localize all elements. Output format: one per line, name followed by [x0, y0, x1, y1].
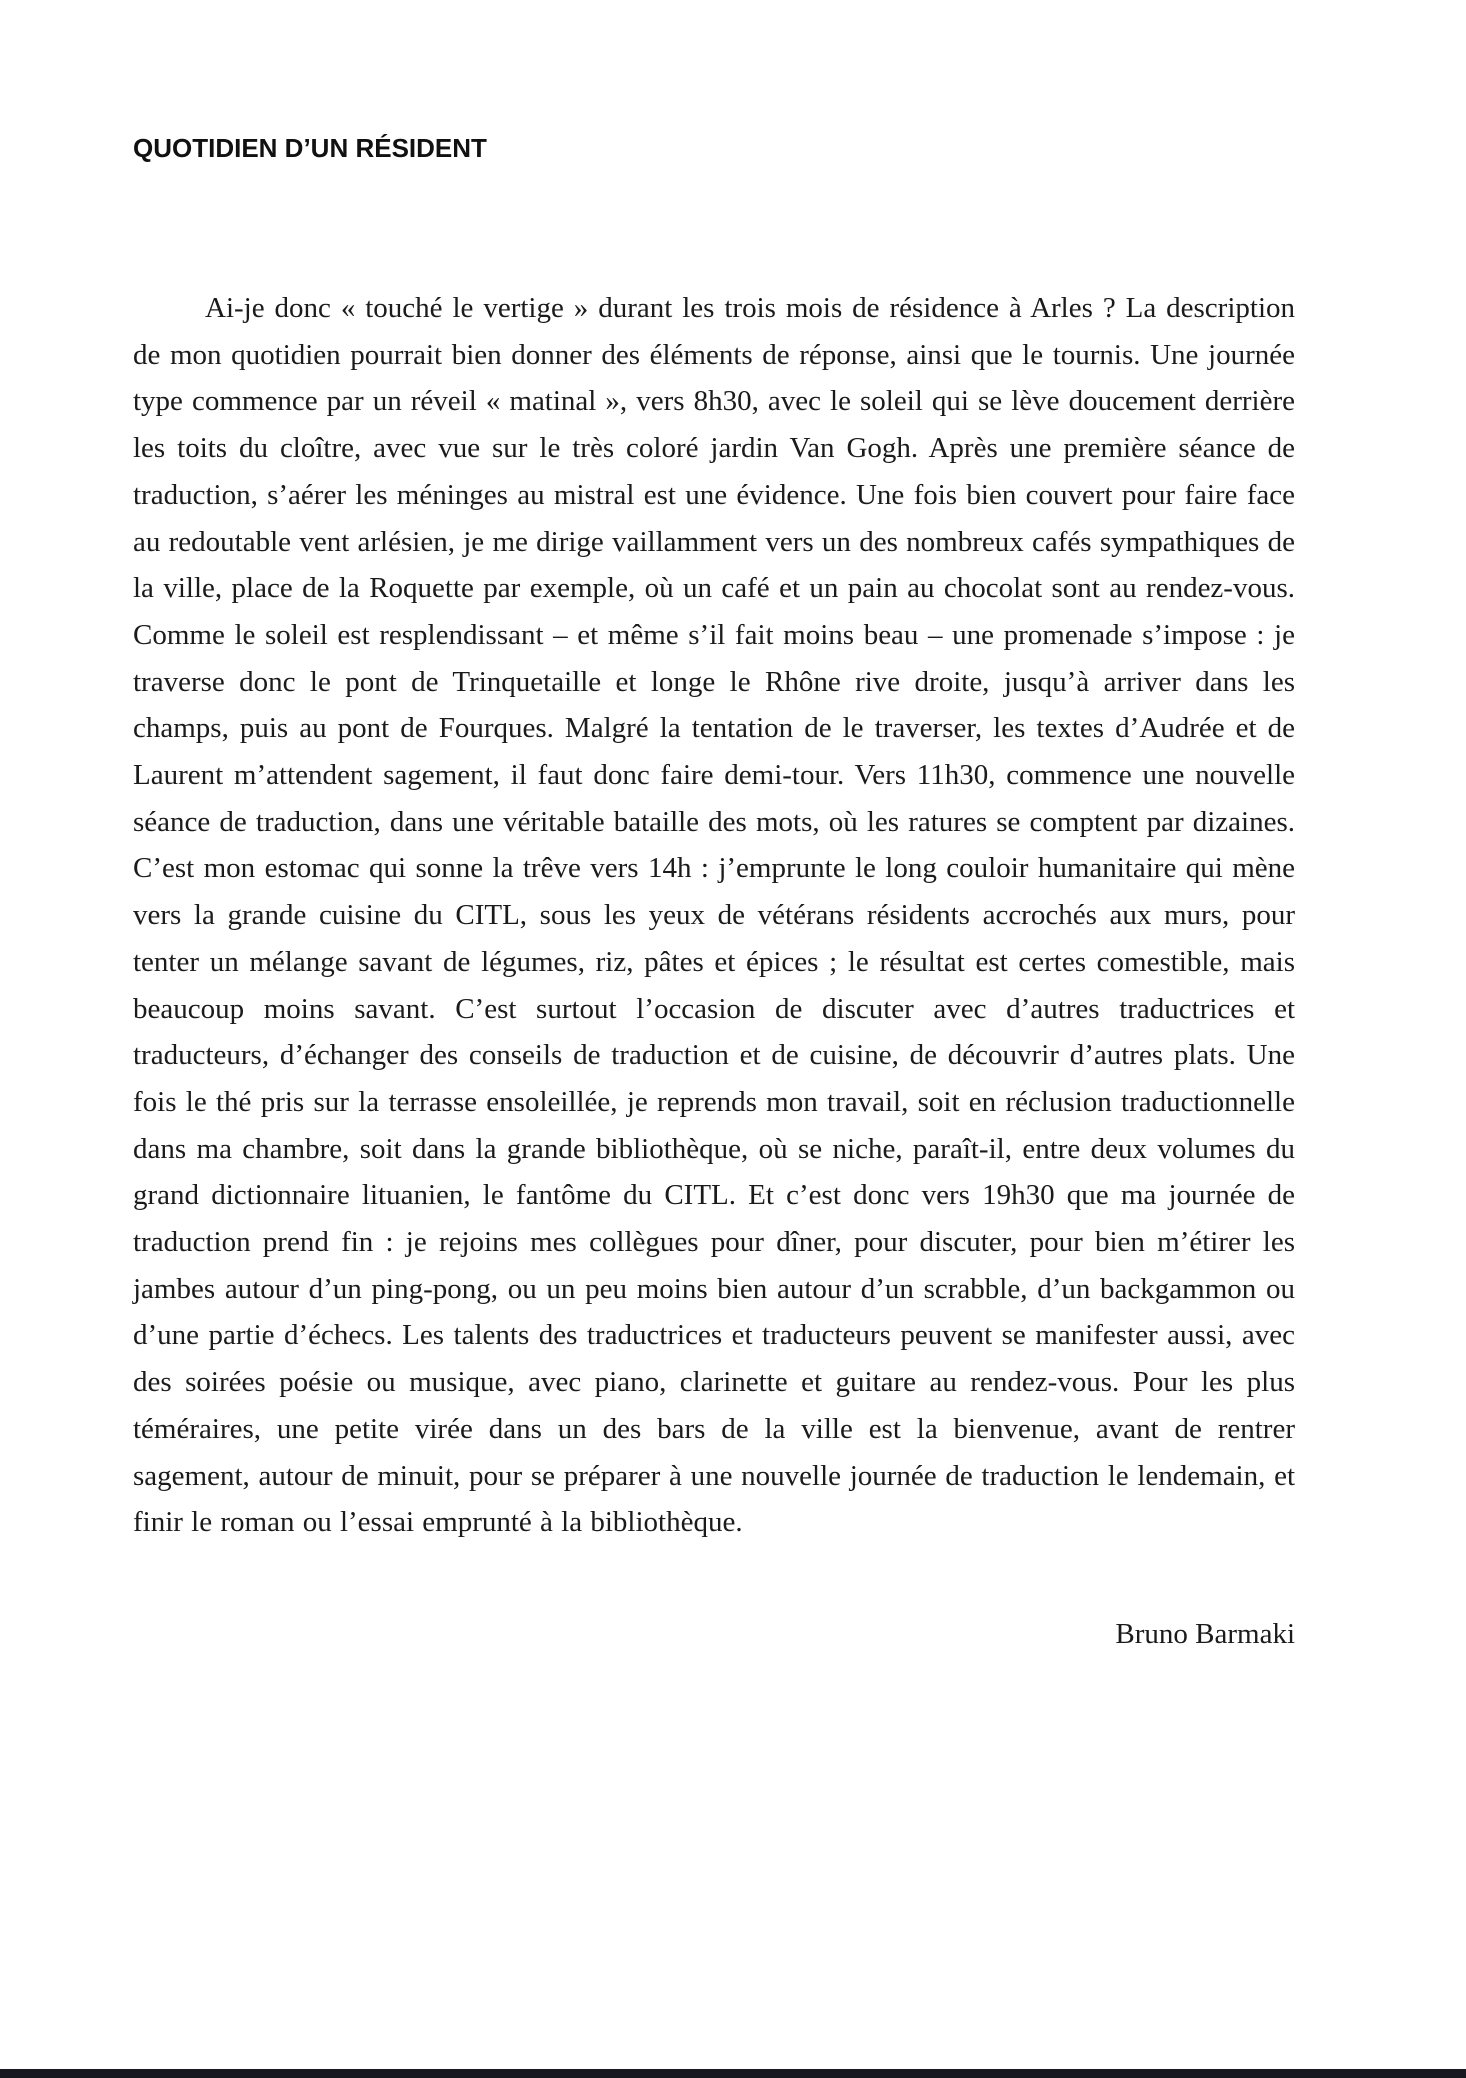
author-signature: Bruno Barmaki	[1115, 1617, 1295, 1650]
text-column	[133, 0, 1295, 1654]
body-paragraph: Ai-je donc « touché le vertige » durant les trois mois de résidence à Arles ? La description de mon quotidien pourrait bien donner des éléments de réponse, ainsi que le tournis. Une journée type commence par un réveil « matinal », vers 8h30, avec le soleil qui se lève doucement derrière les toits du cloître, avec vue sur le très coloré jardin Van Gogh. Après une première séance de traduction, s’aérer les méninges au mistral est une évidence. Une fois bien couvert pour faire face au redoutable vent arlésien, je me dirige vaillamment vers un des nombreux cafés sympathiques de la ville, place de la Roquette par exemple, où un café et un pain au chocolat sont au rendez-vous. Comme le soleil est resplendissant – et même s’il fait moins beau – une promenade s’impose : je traverse donc le pont de Trinquetaille et longe le Rhône rive droite, jusqu’à arriver dans les champs, puis au pont de Fourques. Malgré la tentation de le traverser, les textes d’Audrée et de Laurent m’attendent sagement, il faut donc faire demi-tour. Vers 11h30, commence une nouvelle séance de traduction, dans une véritable bataille des mots, où les ratures se comptent par dizaines. C’est mon estomac qui sonne la trêve vers 14h : j’emprunte le long couloir humanitaire qui mène vers la grande cuisine du CITL, sous les yeux de vétérans résidents accrochés aux murs, pour tenter un mélange savant de légumes, riz, pâtes et épices ; le résultat est certes comestible, mais beaucoup moins savant. C’est surtout l’occasion de discuter avec d’autres traductrices et traducteurs, d’échanger des conseils de traduction et de cuisine, de découvrir d’autres plats. Une fois le thé pris sur la terrasse ensoleillée, je reprends mon travail, soit en réclusion traductionnelle dans ma chambre, soit dans la grande bibliothèque, où se niche, paraît-il, entre deux volumes du grand dictionnaire lituanien, le fantôme du CITL. Et c’est donc vers 19h30 que ma journée de traduction prend fin : je rejoins mes collègues pour dîner, pour discuter, pour bien m’étirer les jambes autour d’un ping-pong, ou un peu moins bien autour d’un scrabble, d’un backgammon ou d’une partie d’échecs. Les talents des traductrices et traducteurs peuvent se manifester aussi, avec des soirées poésie ou musique, avec piano, clarinette et guitare au rendez-vous. Pour les plus téméraires, une petite virée dans un des bars de la ville est la bienvenue, avant de rentrer sagement, autour de minuit, pour se préparer à une nouvelle journée de traduction le lendemain, et finir le roman ou l’essai emprunté à la bibliothèque.	[133, 292, 1295, 1539]
document-title: QUOTIDIEN D’UN RÉSIDENT	[133, 133, 487, 163]
page-bottom-edge	[0, 2069, 1466, 2078]
